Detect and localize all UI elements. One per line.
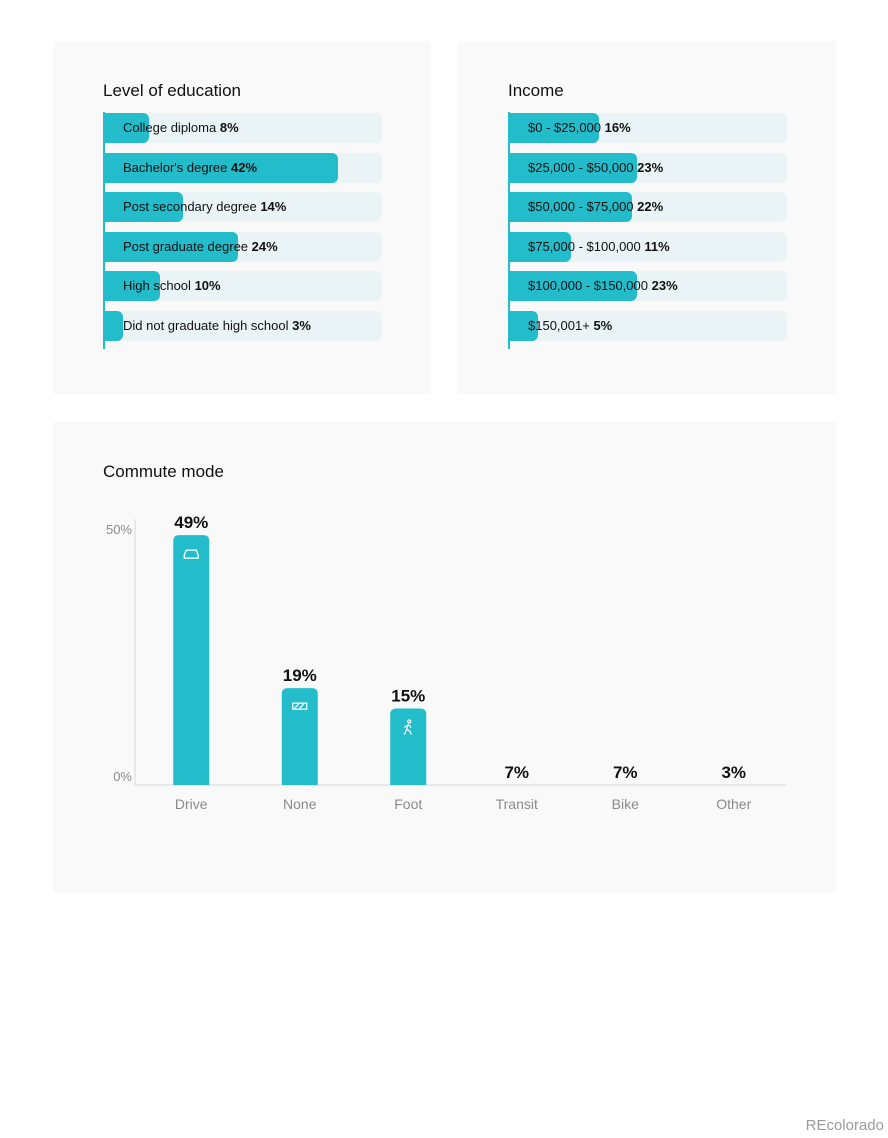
education-bars bbox=[103, 112, 384, 349]
y-tick-label: 50% bbox=[105, 522, 132, 537]
commute-chart bbox=[53, 422, 836, 893]
income-row bbox=[510, 310, 789, 341]
bar-label: Post secondary degree 14% bbox=[123, 199, 287, 214]
education-row bbox=[105, 310, 384, 341]
x-tick-label: Transit bbox=[495, 796, 538, 812]
income-row bbox=[510, 231, 789, 262]
bar-label: $50,000 - $75,000 22% bbox=[528, 199, 664, 214]
data-label: 15% bbox=[391, 686, 426, 706]
income-bars bbox=[508, 112, 789, 349]
bar-label: $75,000 - $100,000 11% bbox=[528, 238, 670, 254]
bar-label: Did not graduate high school 3% bbox=[123, 317, 311, 333]
education-row bbox=[105, 231, 384, 262]
education-title: Level of education bbox=[103, 81, 241, 100]
x-tick-label: Foot bbox=[394, 796, 423, 812]
bar-label: $100,000 - $150,000 23% bbox=[528, 278, 678, 293]
data-label: 3% bbox=[721, 763, 747, 782]
bar-label: $0 - $25,000 16% bbox=[528, 120, 631, 135]
brand-logo-text: REcolorado bbox=[805, 1117, 884, 1134]
income-row bbox=[510, 112, 789, 143]
bar-label: $25,000 - $50,000 23% bbox=[528, 159, 664, 175]
income-title: Income bbox=[508, 81, 564, 100]
bar-fill bbox=[105, 311, 123, 341]
education-row bbox=[105, 191, 384, 222]
bar-label: Bachelor's degree 42% bbox=[123, 159, 258, 175]
x-tick-label: Drive bbox=[174, 796, 208, 812]
income-row bbox=[510, 270, 789, 301]
data-label: 7% bbox=[612, 763, 638, 782]
bar-label: $150,001+ 5% bbox=[528, 317, 613, 333]
data-label: 49% bbox=[174, 513, 209, 533]
education-row bbox=[105, 270, 384, 301]
income-row bbox=[510, 152, 789, 183]
income-card bbox=[458, 41, 836, 394]
y-tick-label: 0% bbox=[113, 769, 132, 784]
education-row bbox=[105, 112, 384, 143]
x-tick-label: Other bbox=[716, 796, 752, 812]
commute-title: Commute mode bbox=[103, 462, 224, 481]
income-row bbox=[510, 191, 789, 222]
bar-drive bbox=[173, 535, 209, 785]
data-label: 19% bbox=[282, 666, 317, 686]
bar-label: Post graduate degree 24% bbox=[123, 238, 278, 254]
bar-label: High school 10% bbox=[123, 278, 221, 293]
education-card bbox=[53, 41, 431, 394]
x-tick-label: Bike bbox=[611, 796, 639, 812]
commute-card bbox=[53, 422, 836, 893]
x-tick-label: None bbox=[283, 796, 317, 812]
data-label: 7% bbox=[504, 763, 530, 782]
education-row bbox=[105, 152, 384, 183]
bar-label: College diploma 8% bbox=[123, 120, 239, 135]
